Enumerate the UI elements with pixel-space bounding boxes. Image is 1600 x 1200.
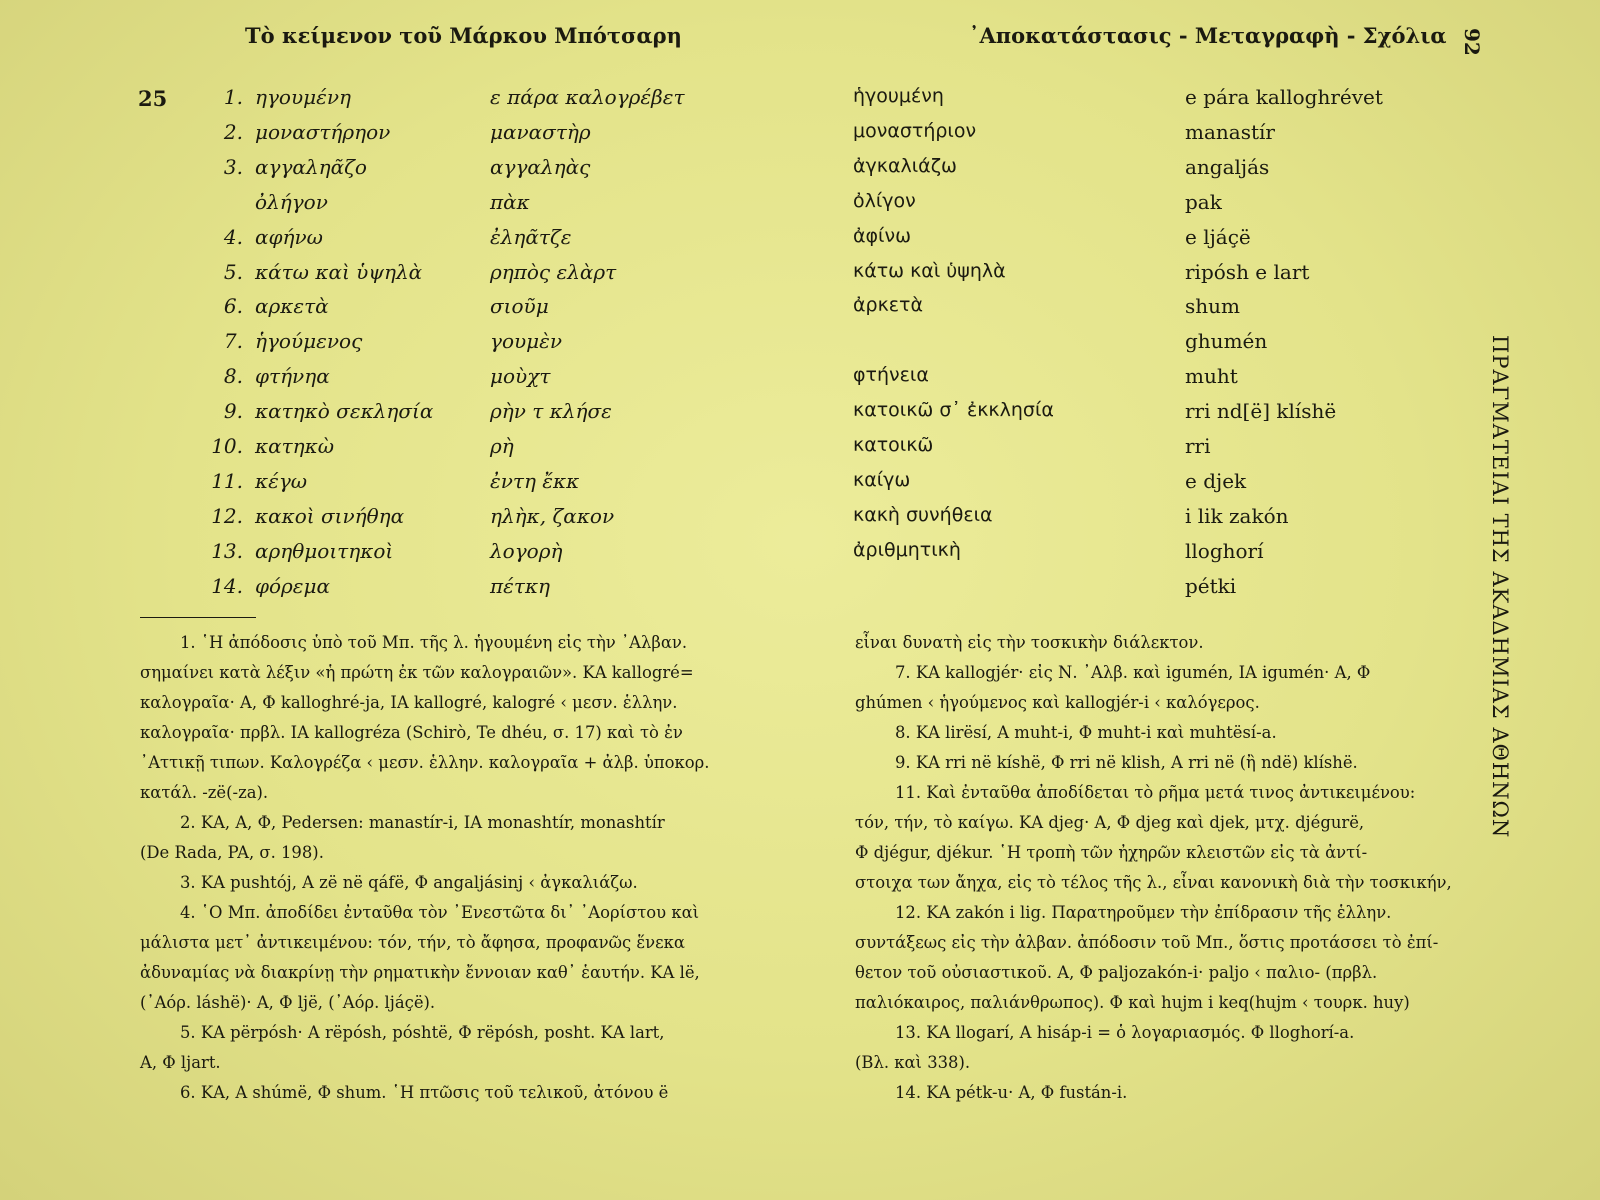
entry-number: 7. [223, 329, 243, 354]
original-greek-word: κατηκὸ σεκλησία [255, 399, 434, 424]
albanian-transcription: i lik zakón [1185, 503, 1289, 528]
entry-number: 3. [223, 154, 243, 179]
albanian-transcription: e pára kalloghrévet [1185, 85, 1383, 109]
footnote-line: ᾿Αττικῇ τιπων. Καλογρέζα ‹ μεσν. ἑλλην. καλογραῖα + ἀλβ. ὑποκορ. [140, 753, 710, 772]
greek-script-albanian: αγγαληὰς [490, 154, 591, 179]
footnotes-left-column [140, 628, 740, 1108]
vocab-row [0, 574, 1600, 608]
albanian-transcription: rri [1185, 434, 1211, 458]
modern-greek-word: κατοικῶ σ᾿ ἐκκλησία [853, 399, 1054, 422]
vocab-row [0, 294, 1600, 328]
footnote-line: 2. ΚΑ, Α, Φ, Pedersen: manastír-i, ΙΑ monashtír, monashtír [180, 813, 665, 832]
modern-greek-word: φτήνεια [853, 364, 929, 387]
modern-greek-word: ὀλίγον [853, 189, 916, 212]
greek-script-albanian: πέτκη [490, 573, 551, 598]
albanian-transcription: pétki [1185, 573, 1237, 598]
original-greek-word: φτήνηα [255, 364, 330, 389]
original-greek-word: ηγουμένη [255, 85, 352, 109]
footnote-line: ἀδυναμίας νὰ διακρίνῃ τὴν ρηματικὴν ἔννοιαν καθ᾿ ἑαυτήν. ΚΑ lë, [140, 963, 700, 982]
greek-script-albanian: γουμὲν [490, 329, 563, 354]
greek-script-albanian: ρὴ [490, 434, 514, 458]
greek-script-albanian: σιοῦμ [490, 294, 549, 319]
original-greek-word: αρκετὰ [255, 294, 329, 319]
albanian-transcription: muht [1185, 364, 1238, 389]
modern-greek-word: μοναστήριον [853, 119, 977, 142]
albanian-transcription: ghumén [1185, 329, 1268, 354]
footnote-line: συντάξεως εἰς τὴν ἀλβαν. ἀπόδοσιν τοῦ Μπ., ὅστις προτάσσει τὸ ἐπί- [855, 933, 1439, 952]
footnote-line: Α, Φ ljart. [140, 1053, 221, 1072]
entry-number: 11. [211, 468, 243, 493]
original-greek-word: μοναστήρηον [255, 119, 391, 144]
entry-number: 13. [211, 538, 243, 563]
albanian-transcription: e ljáçë [1185, 224, 1251, 249]
footnote-line: ghúmen ‹ ἡγούμενος καὶ kallogjér-i ‹ καλόγερος. [855, 693, 1260, 712]
footnote-line: (Βλ. καὶ 338). [855, 1053, 971, 1072]
footnote-line: 3. ΚΑ pushtój, Α zë në qáfë, Φ angaljásinj ‹ ἀγκαλιάζω. [180, 873, 638, 892]
original-greek-word: αγγαληᾶζο [255, 154, 367, 179]
running-head-left: Τὸ κείμενον τοῦ Μάρκου Μπότσαρη [245, 23, 682, 48]
original-greek-word: φόρεμα [255, 573, 331, 598]
footnote-line: (De Rada, PA, σ. 198). [140, 843, 324, 862]
original-greek-word: αρηθμοιτηκοὶ [255, 538, 394, 563]
modern-greek-word: κακὴ συνήθεια [853, 503, 993, 526]
modern-greek-word: ἀγκαλιάζω [853, 154, 957, 177]
greek-script-albanian: ρηπὸς ελὰρτ [490, 259, 617, 284]
albanian-transcription: manastír [1185, 119, 1275, 144]
entry-number: 5. [223, 259, 243, 284]
footnote-line: παλιόκαιρος, παλιάνθρωπος). Φ καὶ hujm i keq(hujm ‹ τουρκ. huy) [855, 993, 1410, 1012]
original-greek-word: κάτω καὶ ὑψηλὰ [255, 259, 423, 284]
greek-script-albanian: ε πάρα καλογρέβετ [490, 85, 685, 109]
footnote-line: κατάλ. -zë(-za). [140, 783, 269, 802]
greek-script-albanian: μαναστὴρ [490, 119, 591, 144]
albanian-transcription: ripósh e lart [1185, 259, 1310, 284]
entry-number: 2. [223, 119, 243, 144]
entry-number: 4. [223, 224, 243, 249]
greek-script-albanian: πὰκ [490, 189, 530, 214]
greek-script-albanian: λογορὴ [490, 538, 563, 563]
footnote-line: 11. Καὶ ἐνταῦθα ἀποδίδεται τὸ ρῆμα μετά τινος ἀντικειμένου: [895, 783, 1416, 802]
vocab-row [0, 469, 1600, 503]
entry-number: 9. [223, 399, 243, 424]
footnote-line: 5. ΚΑ përpósh· Α rëpósh, póshtë, Φ rëpósh, posht. ΚΑ lart, [180, 1023, 665, 1042]
greek-script-albanian: μοὺχτ [490, 364, 551, 389]
albanian-transcription: shum [1185, 294, 1240, 319]
footnote-line: καλογραῖα· πρβλ. ΙΑ kallogréza (Schirò, Te dhéu, σ. 17) καὶ τὸ ἐν [140, 723, 683, 742]
entry-number: 12. [211, 503, 243, 528]
footnote-line: καλογραῖα· Α, Φ kalloghré-ja, ΙΑ kallogré, kalogré ‹ μεσν. ἑλλην. [140, 693, 678, 712]
footnote-line: εἶναι δυνατὴ εἰς τὴν τοσκικὴν διάλεκτον. [855, 633, 1204, 652]
footnote-line: θετον τοῦ οὐσιαστικοῦ. Α, Φ paljozakón-i· paljo ‹ παλιο- (πρβλ. [855, 963, 1378, 982]
footnote-line: στοιχα των ἄηχα, εἰς τὸ τέλος τῆς λ., εἶναι κανονικὴ διὰ τὴν τοσκικήν, [855, 873, 1452, 892]
footnote-line: 8. ΚΑ lirësí, Α muht-i, Φ muht-i καὶ muhtësí-a. [895, 723, 1277, 742]
footnote-line: 14. ΚΑ pétk-u· Α, Φ fustán-i. [895, 1083, 1128, 1102]
footnote-line: 1. ῾Η ἀπόδοσις ὑπὸ τοῦ Μπ. τῆς λ. ἡγουμένη εἰς τὴν ᾿Αλβαν. [180, 633, 688, 652]
footnote-line: τόν, τήν, τὸ καίγω. ΚΑ djeg· Α, Φ djeg καὶ djek, μτχ. djégurë, [855, 813, 1365, 832]
greek-script-albanian: ἐντη ἔκκ [490, 468, 580, 493]
entry-number: 10. [211, 434, 243, 458]
modern-greek-word: κάτω καὶ ὑψηλὰ [853, 259, 1006, 282]
vocab-row [0, 85, 1600, 119]
vocab-row [0, 155, 1600, 189]
modern-greek-word: κατοικῶ [853, 434, 934, 456]
entry-number: 14. [211, 573, 243, 598]
footnote-line: μάλιστα μετ᾿ ἀντικειμένου: τόν, τήν, τὸ ἄφησα, προφανῶς ἕνεκα [140, 933, 685, 952]
footnote-line: Φ djégur, djékur. ῾Η τροπὴ τῶν ἠχηρῶν κλειστῶν εἰς τὰ ἀντί- [855, 843, 1368, 862]
albanian-transcription: rri nd[ë] klíshë [1185, 399, 1337, 424]
modern-greek-word: ἀρκετὰ [853, 294, 924, 317]
original-greek-word: αφήνω [255, 224, 323, 249]
modern-greek-word: ἡγουμένη [853, 85, 944, 107]
footnote-line: 4. ῾Ο Μπ. ἀποδίδει ἐνταῦθα τὸν ᾿Ενεστῶτα δι᾿ ᾿Αορίστου καὶ [180, 903, 700, 922]
vocab-row [0, 364, 1600, 398]
footnote-line: 13. ΚΑ llogarí, Α hisáp-i = ὁ λογαριασμός. Φ lloghorí-a. [895, 1023, 1355, 1042]
original-greek-word: ὀλήγον [255, 189, 328, 214]
original-greek-word: κατηκὼ [255, 434, 335, 458]
footnote-line: 12. ΚΑ zakón i lig. Παρατηροῦμεν τὴν ἐπίδρασιν τῆς ἑλλην. [895, 903, 1392, 922]
albanian-transcription: angaljás [1185, 154, 1270, 179]
greek-script-albanian: ηλὴκ, ζακον [490, 503, 615, 528]
footnote-line: (᾿Αόρ. láshë)· Α, Φ ljë, (᾿Αόρ. ljáçë). [140, 993, 436, 1012]
original-greek-word: ἡγούμενος [255, 329, 363, 354]
entry-number: 6. [223, 294, 243, 319]
vocab-row [0, 260, 1600, 294]
albanian-transcription: pak [1185, 189, 1222, 214]
modern-greek-word: ἀριθμητικὴ [853, 538, 961, 561]
original-greek-word: κέγω [255, 468, 308, 493]
greek-script-albanian: ἐληᾶτζε [490, 224, 572, 249]
albanian-transcription: lloghorí [1185, 538, 1264, 563]
modern-greek-word: ἀφίνω [853, 224, 912, 247]
page-number: 92 [1460, 28, 1484, 56]
vocab-row [0, 190, 1600, 224]
footnote-line: σημαίνει κατὰ λέξιν «ἡ πρώτη ἐκ τῶν καλογραιῶν». ΚΑ kallogré= [140, 663, 694, 682]
line-marker: 25 [138, 86, 168, 111]
running-head-right: ᾿Αποκατάστασις - Μεταγραφὴ - Σχόλια [969, 23, 1447, 48]
footnote-separator [140, 617, 256, 618]
vocab-row [0, 225, 1600, 259]
albanian-transcription: e djek [1185, 468, 1247, 493]
footnote-line: 7. ΚΑ kallogjér· εἰς Ν. ᾿Αλβ. καὶ igumén, ΙΑ igumén· Α, Φ [895, 663, 1371, 682]
vocab-row [0, 329, 1600, 363]
footnote-line: 6. ΚΑ, Α shúmë, Φ shum. ῾Η πτῶσις τοῦ τελικοῦ, ἀτόνου ë [180, 1083, 669, 1102]
side-title: ΠΡΑΓΜΑΤΕΙΑΙ ΤΗΣ ΑΚΑΔΗΜΙΑΣ ΑΘΗΝΩΝ [1488, 335, 1512, 839]
entry-number: 1. [223, 85, 243, 109]
vocab-row [0, 399, 1600, 433]
footnote-line: 9. ΚΑ rri në kíshë, Φ rri në klish, Α rri në (ἢ ndë) klíshë. [895, 753, 1358, 772]
greek-script-albanian: ρὴν τ κλήσε [490, 399, 612, 424]
original-greek-word: κακοὶ σινήθηα [255, 503, 405, 528]
modern-greek-word: καίγω [853, 468, 911, 491]
vocab-row [0, 504, 1600, 538]
vocab-row [0, 539, 1600, 573]
vocab-row [0, 120, 1600, 154]
entry-number: 8. [223, 364, 243, 389]
vocab-row [0, 434, 1600, 468]
footnotes-right-column [855, 628, 1459, 1108]
